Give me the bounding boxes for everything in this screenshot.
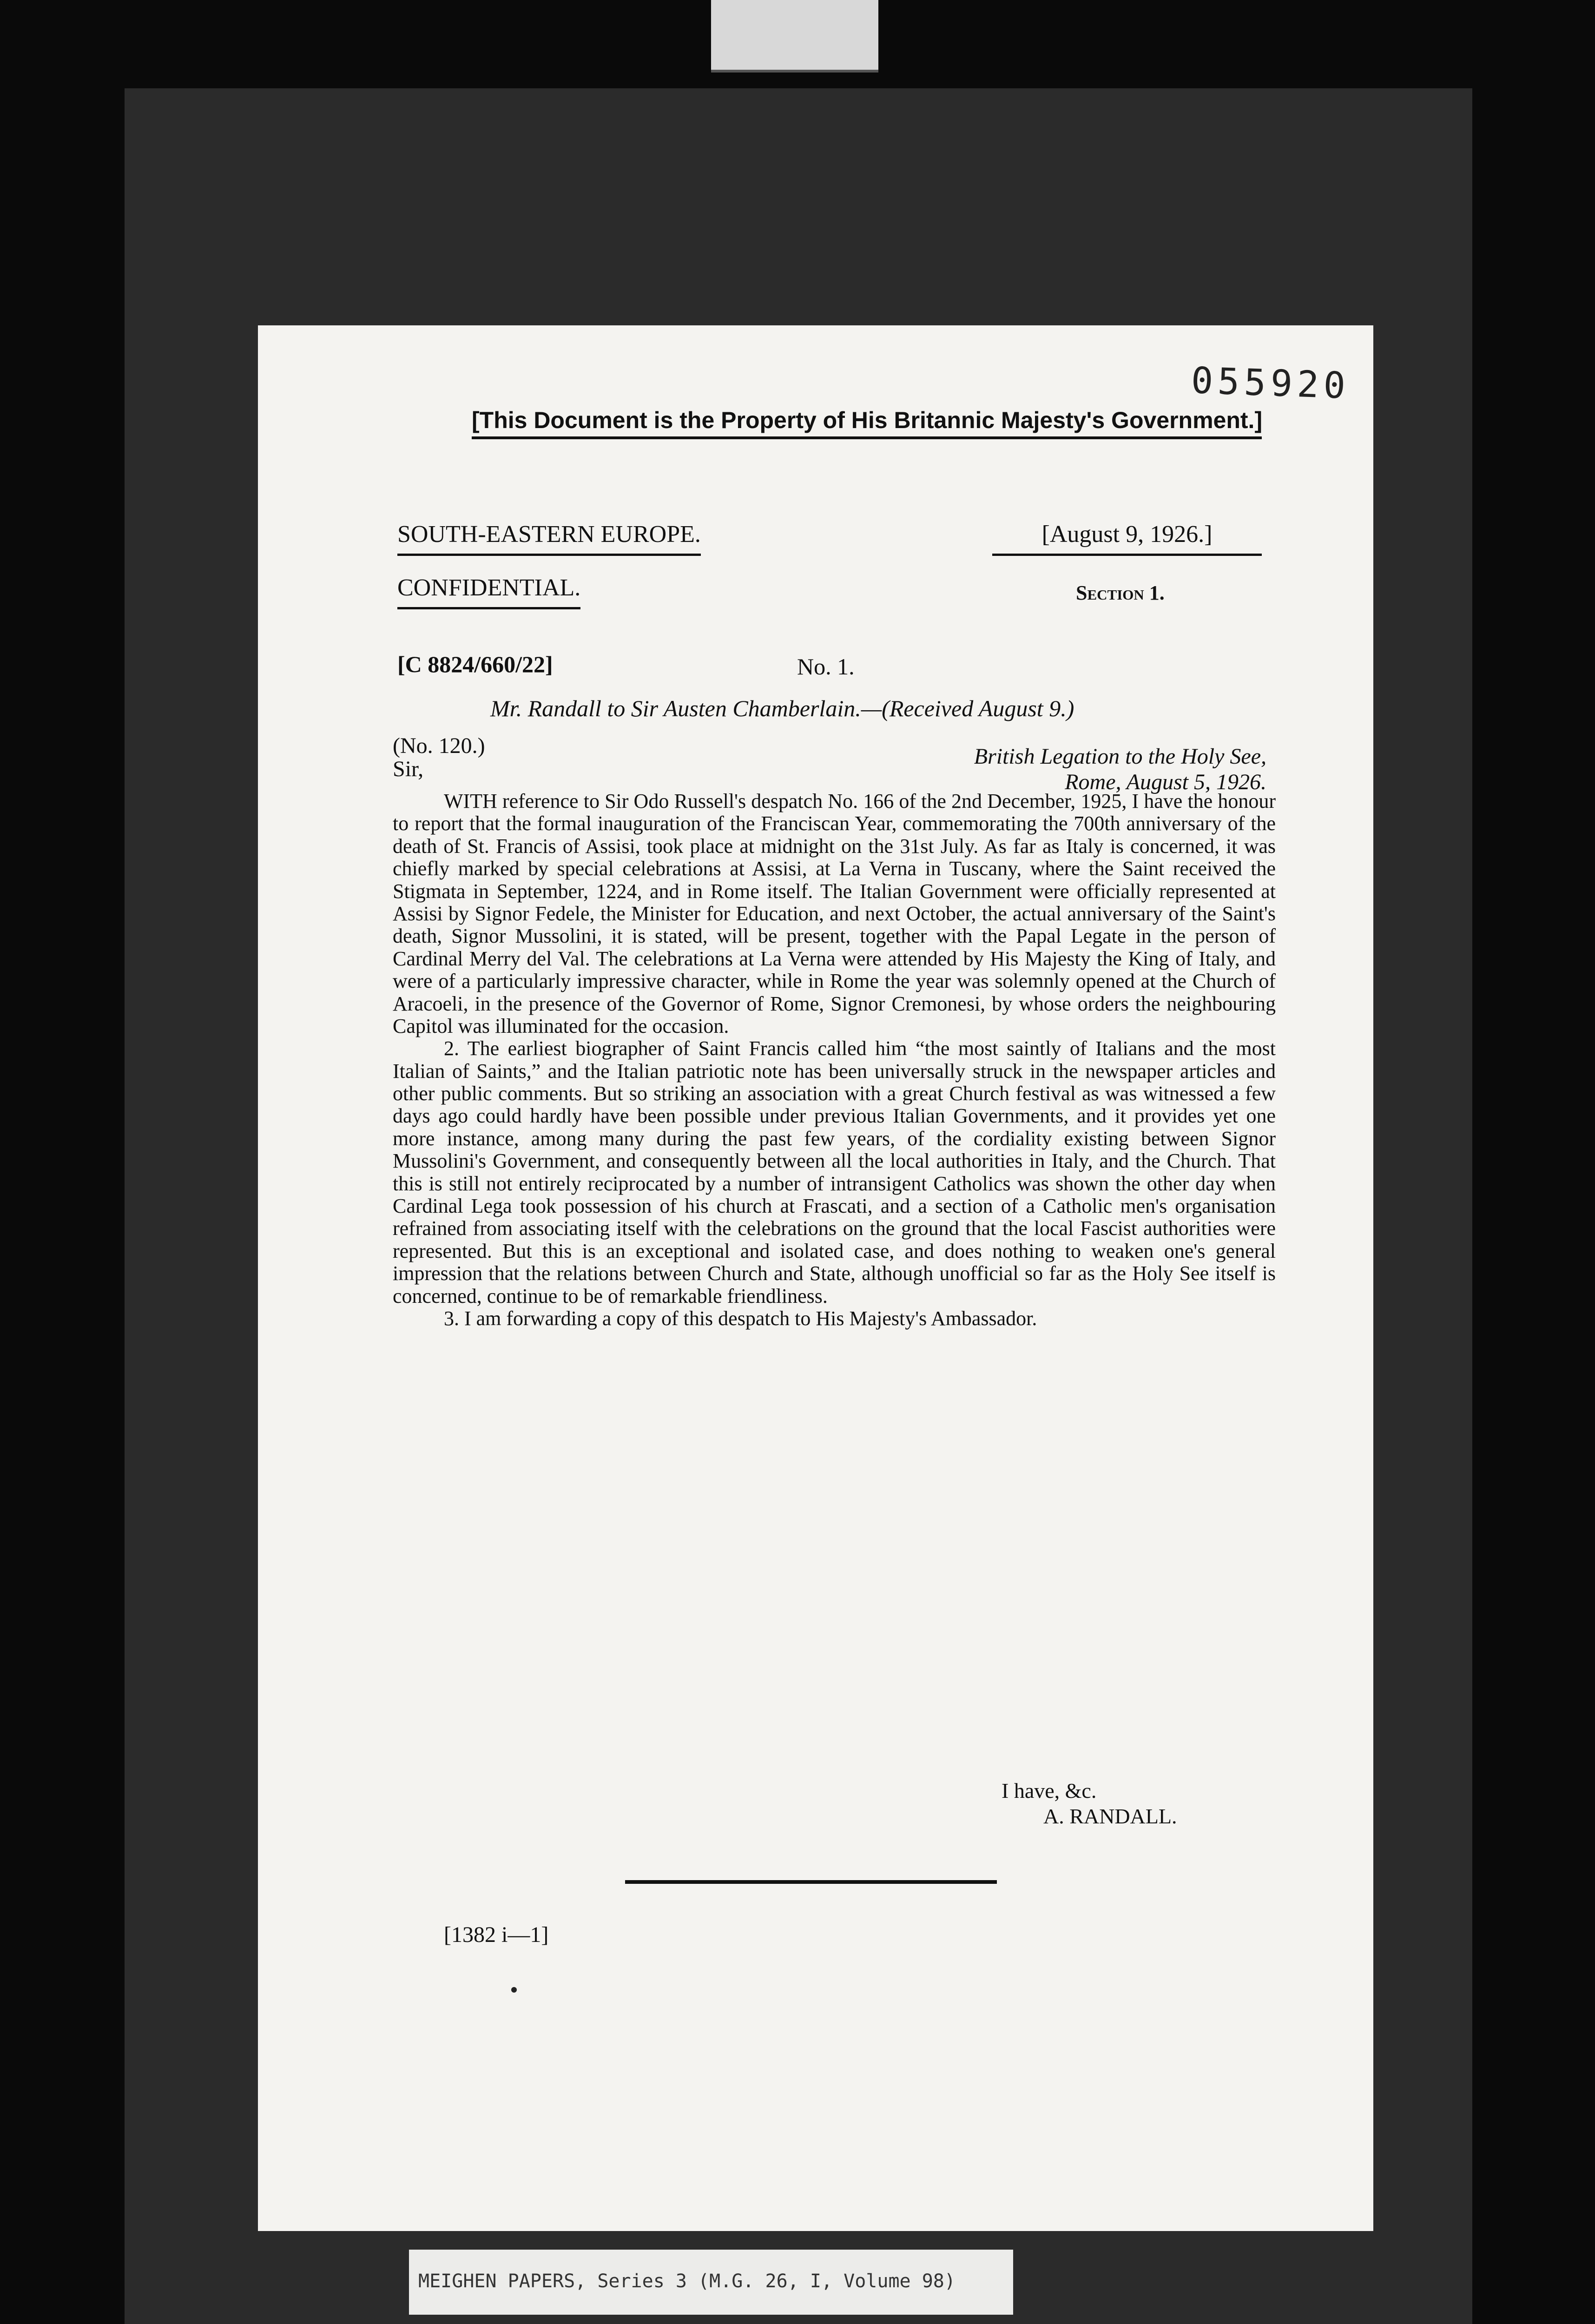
collection-label <box>409 2250 1013 2315</box>
despatch-meta-left <box>393 734 485 781</box>
despatch-no: (No. 120.) <box>393 733 485 758</box>
print-reference: [1382 i—1] <box>444 1922 549 1947</box>
ink-dot <box>511 1987 517 1993</box>
salutation: Sir, <box>393 757 424 782</box>
paragraph-1: WITH reference to Sir Odo Russell's despatch No. 166 of the 2nd December, 1925, I have the honour to report that the formal inauguration of the Franciscan Year, commemorating the 700th anniversary of the death of St. Francis of Assisi, took place at midnight on the 31st July. As far as Italy is concerned, it was chiefly marked by special celebrations at Assisi, at La Verna in Tuscany, where the Saint received the Stigmata in September, 1224, and in Rome itself. The Italian Government were officially represented at Assisi by Signor Fedele, the Minister for Education, and next October, the actual anniversary of the Saint's death, Signor Mussolini, it is stated, will be present, together with the Papal Legate in the person of Cardinal Merry del Val. The celebrations at La Verna were attended by His Majesty the King of Italy, and were of a particularly impressive character, while in Rome the year was solemnly opened at the Church of Aracoeli, in the presence of the Governor of Rome, Signor Cremonesi, by whose orders the neighbouring Capitol was illuminated for the occasion. <box>393 790 1276 1037</box>
letter-body <box>393 790 1276 1330</box>
section-label: Section 1. <box>1076 581 1165 604</box>
origin-line-2: Rome, August 5, 1926. <box>1065 770 1266 795</box>
classification-heading: CONFIDENTIAL. <box>397 574 580 609</box>
closing-line-1: I have, &c. <box>1002 1779 1097 1802</box>
document-number: No. 1. <box>797 654 855 680</box>
stamp-number: 055920 <box>1190 360 1351 407</box>
signature-name: A. RANDALL. <box>1043 1804 1177 1829</box>
closing <box>955 1778 1234 1829</box>
reference-number: [C 8824/660/22] <box>397 651 553 677</box>
property-notice: [This Document is the Property of His Britannic Majesty's Government.] <box>472 407 1262 439</box>
despatch-title: Mr. Randall to Sir Austen Chamberlain.—(Received August 9.) <box>490 695 1074 721</box>
paragraph-2: 2. The earliest biographer of Saint Francis called him “the most saintly of Italians and the most Italian of Saints,” and the Italian patriotic note has been universally struck in the newspaper articles and other public comments. But so striking an association with a great Church festival as was witnessed a few days ago could hardly have been possible under previous Italian Governments, and it provides yet one more instance, among many during the past few years, of the cordiality existing between Signor Mussolini's Government, and consequently between all the local authorities in Italy, and the Church. That this is still not entirely reciprocated by a number of intransigent Catholics was shown the other day when Cardinal Lega took possession of his church at Frascati, and a section of a Catholic men's organisation refrained from associating itself with the celebrations on the ground that the local Fascist authorities were represented. But this is an exceptional and isolated case, and does nothing to weaken one's general impression that the relations between Church and State, although unofficial so far as the Holy See itself is concerned, continue to be of remarkable friendliness. <box>393 1037 1276 1307</box>
collection-label-text: MEIGHEN PAPERS, Series 3 (M.G. 26, I, Volume 98) <box>418 2271 956 2292</box>
region-heading: SOUTH-EASTERN EUROPE. <box>397 521 701 556</box>
origin-line-1: British Legation to the Holy See, <box>974 744 1266 769</box>
paragraph-3: 3. I am forwarding a copy of this despatch to His Majesty's Ambassador. <box>444 1307 1037 1330</box>
top-clip <box>711 0 878 73</box>
date-heading: [August 9, 1926.] <box>992 521 1262 556</box>
despatch-origin <box>909 744 1266 795</box>
document-page <box>258 325 1373 2231</box>
divider-rule <box>625 1880 997 1884</box>
